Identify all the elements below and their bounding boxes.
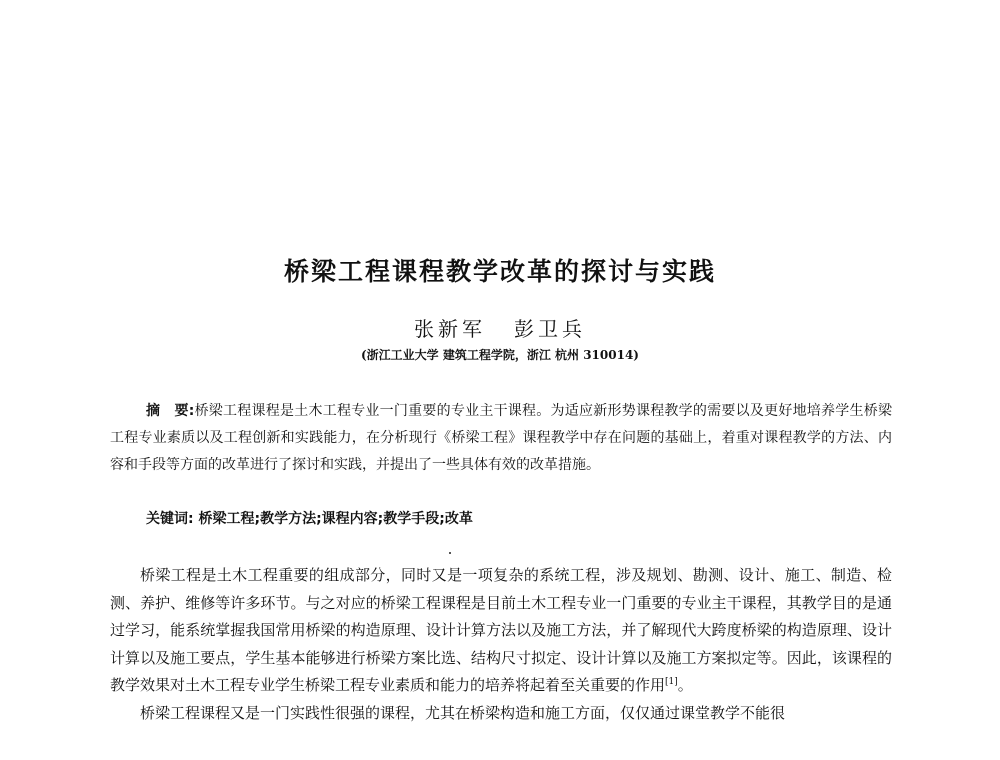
keywords-text: 桥梁工程;教学方法;课程内容;教学手段;改革 [198, 511, 473, 527]
paragraph-text: 桥梁工程是土木工程重要的组成部分，同时又是一项复杂的系统工程，涉及规划、勘测、设计、施工、制造、检测、养护、维修等许多环节。与之对应的桥梁工程课程是目前土木工程专业一门重要的专业主干课程，其教学目的是通过学习，能系统掌握我国常用桥梁的构造原理、设计计算方法以及施工方法，并了解现代大跨度桥梁的构造原理、设计计算以及施工要点，学生基本能够进行桥梁方案比选、结构尺寸拟定、设计计算以及施工方案拟定等。因此，该课程的教学效果对土木工程专业学生桥梁工程专业素质和能力的培养将起着至关重要的作用 [110, 566, 892, 694]
abstract-text: 桥梁工程课程是土木工程专业一门重要的专业主干课程。为适应新形势课程教学的需要以及更好地培养学生桥梁工程专业素质以及工程创新和实践能力，在分析现行《桥梁工程》课程教学中存在问题的基础上，着重对课程教学的方法、内容和手段等方面的改革进行了探讨和实践，并提出了一些具体有效的改革措施。 [110, 403, 893, 473]
paragraph-end: 。 [677, 676, 693, 694]
abstract [110, 398, 892, 479]
stray-mark [449, 552, 451, 554]
abstract-label: 摘 要: [146, 403, 195, 419]
body-paragraph [110, 700, 892, 728]
paragraph-text: 桥梁工程课程又是一门实践性很强的课程，尤其在桥梁构造和施工方面，仅仅通过课堂教学不能很 [140, 703, 786, 722]
keywords [146, 508, 473, 528]
citation-ref[interactable]: [1] [665, 677, 678, 687]
author-list [0, 313, 1000, 342]
paper-title: 桥梁工程课程教学改革的探讨与实践 [283, 257, 716, 286]
author-name: 彭卫兵 [514, 317, 586, 341]
author-name: 张新军 [414, 317, 486, 341]
body-text [110, 562, 892, 727]
affiliation: (浙江工业大学 建筑工程学院，浙江 杭州 310014) [361, 348, 639, 362]
body-paragraph [110, 562, 892, 700]
keywords-label: 关键词: [146, 511, 194, 527]
